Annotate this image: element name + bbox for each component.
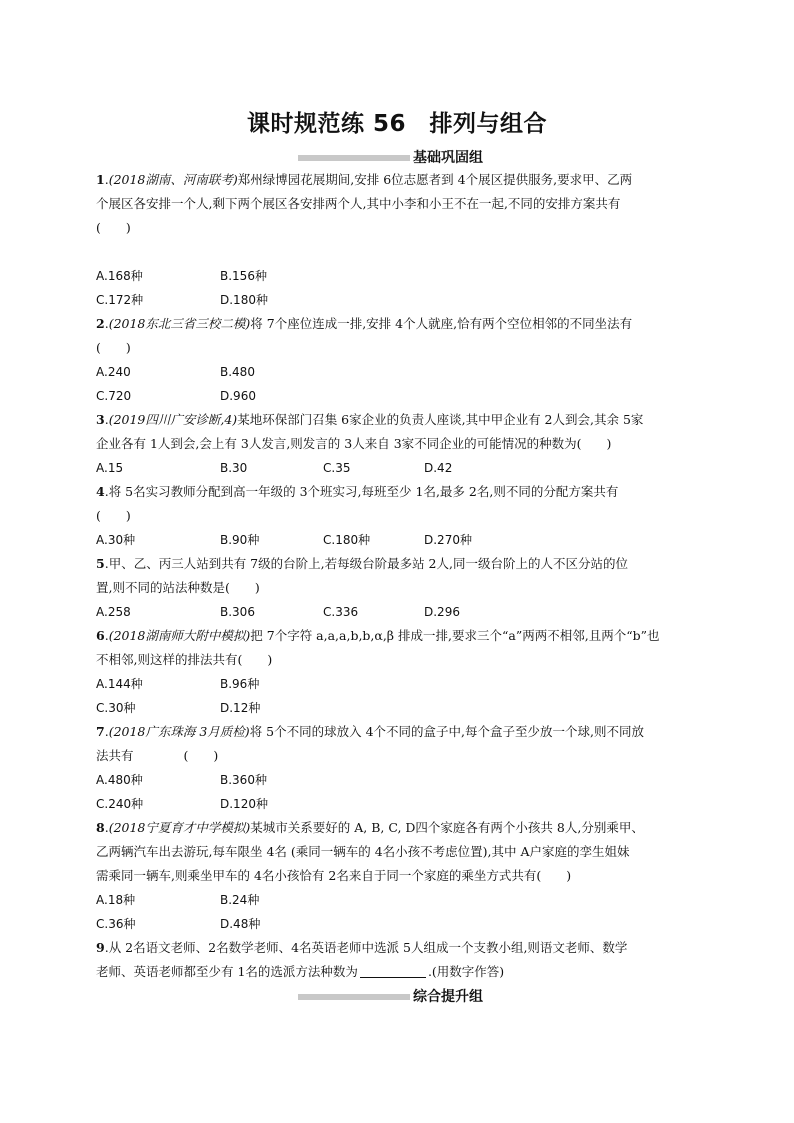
question-text: 把 7个字符 a,a,a,b,b,α,β 排成一排,要求三个“a”两两不相邻,且两个“b”也 — [250, 628, 660, 643]
question-source: (2018广东珠海 3月质检) — [108, 724, 250, 739]
option-a: A.15 — [96, 461, 124, 475]
section-header-basic — [298, 147, 598, 169]
question-text: 乙两辆汽车出去游玩,每车限坐 4名 (乘同一辆车的 4名小孩不考虑位置),其中 A户家庭的孪生姐妹 — [96, 844, 630, 859]
option-b: B.156种 — [220, 269, 267, 283]
question-number: 1 — [96, 172, 105, 187]
question-text: 老师、英语老师都至少有 1名的选派方法种数为 — [96, 964, 358, 979]
section-bar — [298, 155, 410, 161]
section-header-advanced — [298, 986, 598, 1008]
question-source: (2018宁夏育才中学模拟) — [108, 820, 251, 835]
question-number: 8 — [96, 820, 105, 835]
answer-parens: ( ) — [96, 508, 131, 523]
question-text: 将 5个不同的球放入 4个不同的盒子中,每个盒子至少放一个球,则不同放 — [249, 724, 644, 739]
option-a: A.18种 — [96, 893, 136, 907]
option-b: B.480 — [220, 365, 255, 379]
option-c: C.720 — [96, 389, 132, 403]
option-b: B.30 — [220, 461, 248, 475]
option-c: C.36种 — [96, 917, 136, 931]
answer-parens: ( ) — [96, 340, 131, 355]
question-text: 郑州绿博园花展期间,安排 6位志愿者到 4个展区提供服务,要求甲、乙两 — [237, 172, 633, 187]
question-source: (2019四川广安诊断,4) — [108, 412, 238, 427]
question-text: 某城市关系要好的 A, B, C, D四个家庭各有两个小孩共 8人,分别乘甲、 — [250, 820, 644, 835]
option-c: C.35 — [323, 461, 351, 475]
section-label-advanced: 综合提升组 — [413, 989, 483, 1005]
option-a: A.30种 — [96, 533, 136, 547]
option-a: A.168种 — [96, 269, 143, 283]
option-d: D.12种 — [220, 701, 261, 715]
question-number: 4 — [96, 484, 105, 499]
option-a: A.144种 — [96, 677, 143, 691]
question-number: 2 — [96, 316, 105, 331]
question-text: 企业各有 1人到会,会上有 3人发言,则发言的 3人来自 3家不同企业的可能情况的种数为( ) — [96, 436, 612, 451]
option-c: C.172种 — [96, 293, 144, 307]
option-a: A.480种 — [96, 773, 143, 787]
question-text: 将 5名实习教师分配到高一年级的 3个班实习,每班至少 1名,最多 2名,则不同的分配方案共有 — [108, 484, 619, 499]
section-label-basic: 基础巩固组 — [413, 150, 483, 166]
question-text: 个展区各安排一个人,剩下两个展区各安排两个人,其中小李和小王不在一起,不同的安排方案共有 — [96, 196, 621, 211]
question-text: .(用数字作答) — [427, 964, 505, 979]
page-title: 课时规范练 56 排列与组合 — [246, 111, 547, 137]
option-a: A.258 — [96, 605, 131, 619]
question-number: 3 — [96, 412, 105, 427]
question-text: 不相邻,则这样的排法共有( ) — [96, 652, 273, 667]
question-source: (2018东北三省三校二模) — [108, 316, 251, 331]
section-bar — [298, 994, 410, 1000]
option-d: D.180种 — [220, 293, 268, 307]
option-c: C.240种 — [96, 797, 144, 811]
option-b: B.90种 — [220, 533, 260, 547]
option-c: C.30种 — [96, 701, 136, 715]
option-d: D.120种 — [220, 797, 268, 811]
option-d: D.42 — [424, 461, 453, 475]
answer-blank[interactable] — [360, 965, 426, 978]
question-text: 将 7个座位连成一排,安排 4个人就座,恰有两个空位相邻的不同坐法有 — [250, 316, 633, 331]
question-number: 9 — [96, 940, 105, 955]
question-source: (2018湖南师大附中模拟) — [108, 628, 251, 643]
question-text: 从 2名语文老师、2名数学老师、4名英语老师中选派 5人组成一个支教小组,则语文老师、数学 — [108, 940, 628, 955]
question-text: 法共有 ( ) — [96, 748, 219, 763]
option-d: D.270种 — [424, 533, 472, 547]
option-b: B.96种 — [220, 677, 260, 691]
question-text: 某地环保部门召集 6家企业的负责人座谈,其中甲企业有 2人到会,其余 5家 — [237, 412, 644, 427]
option-b: B.360种 — [220, 773, 267, 787]
option-d: D.48种 — [220, 917, 261, 931]
question-number: 5 — [96, 556, 105, 571]
option-c: C.336 — [323, 605, 359, 619]
question-number: 7 — [96, 724, 105, 739]
option-d: D.296 — [424, 605, 460, 619]
option-a: A.240 — [96, 365, 131, 379]
question-text: 置,则不同的站法种数是( ) — [96, 580, 260, 595]
question-text: 甲、乙、丙三人站到共有 7级的台阶上,若每级台阶最多站 2人,同一级台阶上的人不区分站的位 — [108, 556, 628, 571]
option-c: C.180种 — [323, 533, 371, 547]
question-text: 需乘同一辆车,则乘坐甲车的 4名小孩恰有 2名来自于同一个家庭的乘坐方式共有( ) — [96, 868, 572, 883]
option-d: D.960 — [220, 389, 256, 403]
question-number: 6 — [96, 628, 105, 643]
answer-parens: ( ) — [96, 220, 131, 235]
option-b: B.24种 — [220, 893, 260, 907]
question-source: (2018湖南、河南联考) — [108, 172, 238, 187]
option-b: B.306 — [220, 605, 255, 619]
